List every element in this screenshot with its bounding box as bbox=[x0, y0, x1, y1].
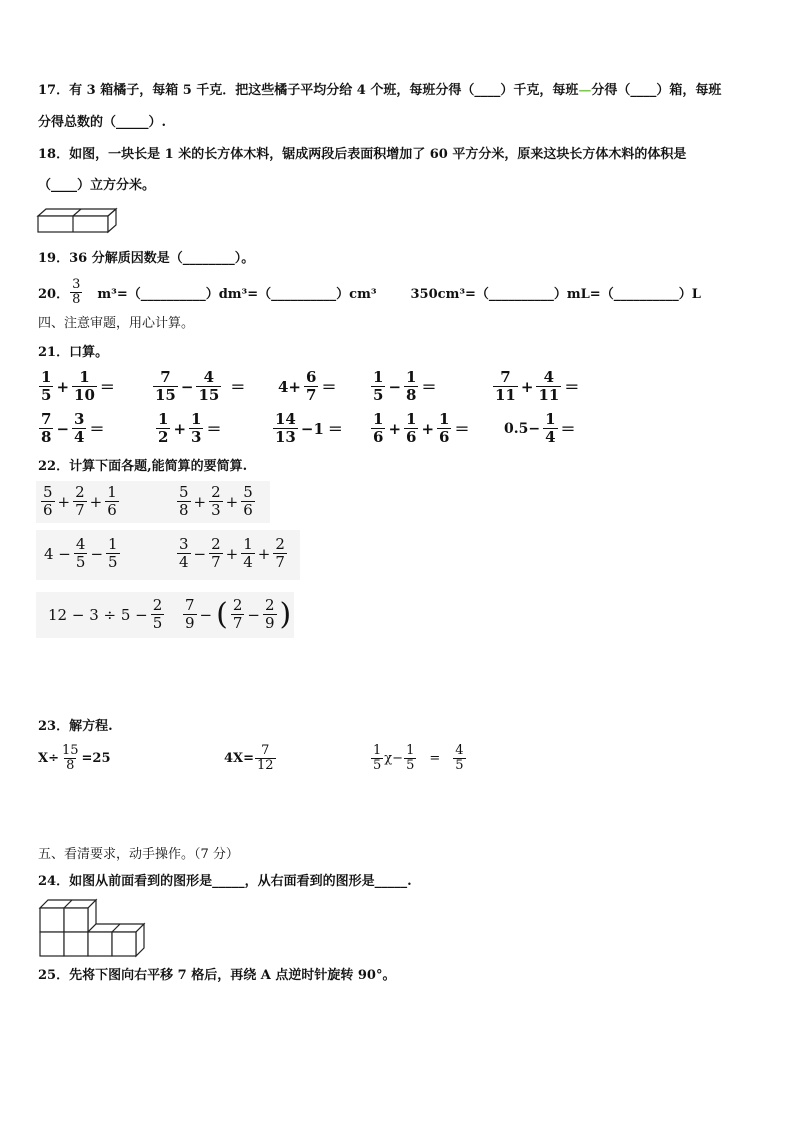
q21-item-2: $\frac{7}{15}$ − $\frac{4}{15}$ ＝ bbox=[155, 368, 246, 404]
cubes-figure bbox=[38, 898, 150, 960]
q23-eq-1: X÷ $\frac{15}{8}$ =25 bbox=[38, 743, 111, 773]
q23-title: 23．解方程. bbox=[38, 719, 113, 734]
q21-item-8: $\frac{14}{13}$ −1 ＝ bbox=[275, 410, 343, 446]
q24-text: 24．如图从前面看到的图形是_____，从右面看到的图形是_____. bbox=[38, 874, 412, 889]
q22-expr-5: 12 − 3 ÷ 5 − $\frac{2}{5}$ bbox=[48, 596, 163, 632]
q21-item-6: $\frac{7}{8}$ − $\frac{3}{4}$ ＝ bbox=[41, 410, 105, 446]
q21-item-5: $\frac{7}{11}$ + $\frac{4}{11}$ ＝ bbox=[495, 368, 580, 404]
q22-expr-2: $\frac{5}{8}$ + $\frac{2}{3}$ + $\frac{5}{6}$ bbox=[179, 483, 253, 519]
q22-expr-3: 4 − $\frac{4}{5}$ − $\frac{1}{5}$ bbox=[44, 535, 118, 571]
q21-item-3: 4+ $\frac{6}{7}$ ＝ bbox=[278, 368, 337, 404]
q25-text: 25．先将下图向右平移 7 格后，再绕 A 点逆时针旋转 90°。 bbox=[38, 968, 396, 983]
q22-expr-4: $\frac{3}{4}$ − $\frac{2}{7}$ + $\frac{1}{4}$ + $\frac{2}{7}$ bbox=[179, 535, 285, 571]
section5-title: 五、看清要求，动手操作。（7 分） bbox=[38, 847, 239, 862]
q21-item-9: $\frac{1}{6}$ + $\frac{1}{6}$ + $\frac{1}{6}$ ＝ bbox=[373, 410, 470, 446]
q21-item-4: $\frac{1}{5}$ − $\frac{1}{8}$ ＝ bbox=[373, 368, 437, 404]
q21-item-1: $\frac{1}{5}$ + $\frac{1}{10}$ ＝ bbox=[41, 368, 115, 404]
q20-fraction: $\frac{3}{8}$ bbox=[72, 277, 81, 307]
q18-line1: 18．如图，一块长是 1 米的长方体木料，锯成两段后表面积增加了 60 平方分米，原来这块长方体木料的体积是 bbox=[38, 147, 687, 162]
q20-part2: 350cm³=（__________）mL=（__________）L bbox=[410, 287, 701, 302]
q20-label: 20． bbox=[38, 287, 70, 302]
q22-title: 22．计算下面各题,能简算的要简算. bbox=[38, 459, 248, 474]
q19-text: 19．36 分解质因数是（________）。 bbox=[38, 251, 255, 266]
q17-line1: 17．有 3 箱橘子，每箱 5 千克．把这些橘子平均分给 4 个班，每班分得（____）千克，每班—分得（____）箱，每班 bbox=[38, 83, 722, 98]
q18-line2: （____）立方分米。 bbox=[38, 178, 156, 193]
q17-line2: 分得总数的（_____）. bbox=[38, 115, 167, 130]
q23-eq-3: $\frac{1}{5}$ χ− $\frac{1}{5}$ = $\frac{4}{5}$ bbox=[373, 743, 464, 773]
q21-item-10: 0.5− $\frac{1}{4}$ ＝ bbox=[504, 410, 576, 446]
q23-eq-2: 4X= $\frac{7}{12}$ bbox=[224, 743, 274, 773]
cuboid-figure bbox=[36, 206, 120, 234]
q20-row bbox=[38, 278, 701, 307]
section4-title: 四、注意审题，用心计算。 bbox=[38, 316, 195, 331]
q21-title: 21．口算。 bbox=[38, 345, 109, 360]
q22-expr-6: $\frac{7}{9}$ − ( $\frac{2}{7}$ − $\frac{2}{9}$ ) bbox=[185, 596, 292, 632]
q21-item-7: $\frac{1}{2}$ + $\frac{1}{3}$ ＝ bbox=[158, 410, 222, 446]
q22-expr-1: $\frac{5}{6}$ + $\frac{2}{7}$ + $\frac{1}{6}$ bbox=[43, 483, 117, 519]
q20-rest: m³=（__________）dm³=（__________）cm³ bbox=[97, 287, 377, 302]
